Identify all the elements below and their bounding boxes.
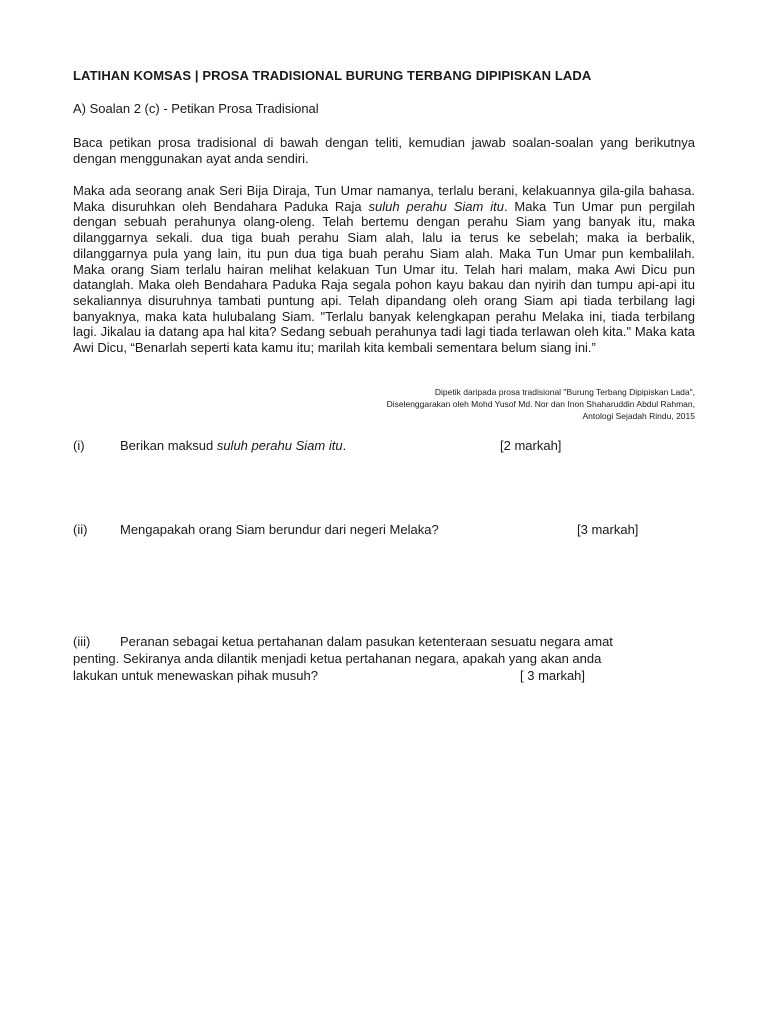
prose-passage [73,183,695,356]
question-text-line-3: lakukan untuk menewaskan pihak musuh? [73,668,318,683]
question-number: (i) [73,438,85,453]
question-number: (iii) [73,634,91,649]
question-text-line-2: penting. Sekiranya anda dilantik menjadi ketua pertahanan negara, apakah yang akan anda [73,651,602,666]
instruction-text: Baca petikan prosa tradisional di bawah dengan teliti, kemudian jawab soalan-soalan yang berikutnya dengan menggunakan ayat anda sendiri. [73,135,695,166]
question-marks: [ 3 markah] [520,668,586,683]
passage-text-part2: . Maka Tun Umar pun pergilah dengan sebuah perahunya olang-oleng. Telah bertemu dengan perahu Siam yang banyak itu, maka dilanggarnya sekali. dua tiga buah perahu Siam alah, lalu ia terus ke sebelah; maka ia berbalik, dilanggarnya pula yang lain, itu pun dua tiga buah perahu Siam alah. Maka Tun Umar pun kembalilah. Maka orang Siam terlalu hairan melihat kelakuan Tun Umar itu. Telah hari malam, maka Awi Dicu pun datanglah. Maka oleh Bendahara Paduka Raja segala pohon kayu bakau dan nyirih dan tumpu api-api itu sekaliannya disuruhnya tambati puntung api. Telah dipandang oleh orang Siam api tiada terbilang lagi banyaknya, maka kata hulubalang Siam. "Terlalu banyak kelengkapan perahu Melaka ini, tiada terbilang lagi. Jikalau ia datang apa hal kita? Sedang sebuah perahunya tadi lagi tiada terlawan oleh kita." Maka kata Awi Dicu, “Benarlah seperti kata kamu itu; marilah kita kembali sementara belum siang ini.” [73,198,695,356]
question-3 [73,633,695,684]
question-text-line-1: Peranan sebagai ketua pertahanan dalam pasukan ketenteraan sesuatu negara amat [120,634,613,649]
question-text-pre: Berikan maksud [120,438,217,453]
question-number: (ii) [73,522,88,537]
section-subtitle: A) Soalan 2 (c) - Petikan Prosa Tradisional [73,101,319,116]
question-text [120,437,346,454]
question-3-line-3 [73,667,695,684]
source-line-1: Dipetik daripada prosa tradisional "Burung Terbang Dipipiskan Lada", [434,387,695,397]
source-line-2: Diselenggarakan oleh Mohd Yusof Md. Nor dan Inon Shaharuddin Abdul Rahman, [386,399,695,409]
passage-italic-phrase: suluh perahu Siam itu [368,198,504,214]
question-text-italic: suluh perahu Siam itu [216,438,343,453]
source-line-3: Antologi Sejadah Rindu, 2015 [582,411,695,421]
question-text: Mengapakah orang Siam berundur dari negeri Melaka? [120,522,439,537]
question-text-post: . [342,438,347,453]
passage-text-part1: Maka ada seorang anak Seri Bija Diraja, Tun Umar namanya, terlalu berani, kelakuannya gila-gila bahasa. Maka disuruhkan oleh Bendahara Paduka Raja [73,183,695,214]
question-marks: [2 markah] [500,438,562,453]
page-title: LATIHAN KOMSAS | PROSA TRADISIONAL BURUNG TERBANG DIPIPISKAN LADA [73,68,592,83]
source-citation [73,386,695,422]
question-3-line-1 [73,633,695,650]
question-marks: [3 markah] [577,522,639,537]
